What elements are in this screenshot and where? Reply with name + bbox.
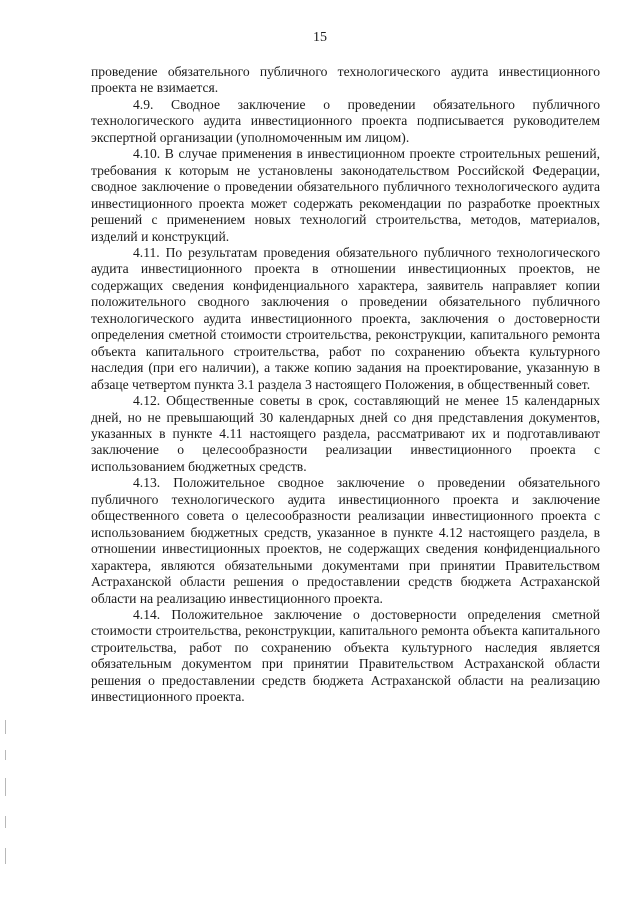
paragraph-4-10: 4.10. В случае применения в инвестиционном проекте строительных решений, требования к которым не установлены законодательством Российской Федерации, сводное заключение о проведении обязательного публичного технологического аудита инвестиционного проекта может содержать рекомендации по разработке проектных решений с применением новых технологий строительства, методов, материалов, изделий и конструкций. bbox=[91, 146, 600, 244]
page-number: 15 bbox=[313, 30, 327, 45]
paragraph-continuation: проведение обязательного публичного технологического аудита инвестиционного проекта не взимается. bbox=[91, 64, 600, 96]
paragraph-4-13: 4.13. Положительное сводное заключение о проведении обязательного публичного технологического аудита инвестиционного проекта и заключение общественного совета о целесообразности реализации инвестиционного проекта с использованием бюджетных средств, указанное в пункте 4.12 настоящего раздела, в отношении инвестиционных проектов, не содержащих сведения конфиденциального характера, являются обязательными документами при принятии Правительством Астраханской области решения о предоставлении средств бюджета Астраханской области на реализацию инвестиционного проекта. bbox=[91, 475, 600, 606]
paragraph-4-12: 4.12. Общественные советы в срок, составляющий не менее 15 календарных дней, но не превышающий 30 календарных дней со дня представления документов, указанных в пункте 4.11 настоящего раздела, рассматривают их и подготавливают заключение о целесообразности реализации инвестиционного проекта с использованием бюджетных средств. bbox=[91, 393, 600, 474]
scan-margin-marks bbox=[5, 720, 7, 870]
paragraph-4-14: 4.14. Положительное заключение о достоверности определения сметной стоимости строительства, реконструкции, капитального ремонта объекта капитального строительства, работ по сохранению объекта культурного наследия является обязательным документом при принятии Правительством Астраханской области решения о предоставлении средств бюджета Астраханской области на реализацию инвестиционного проекта. bbox=[91, 606, 600, 705]
document-body bbox=[91, 64, 600, 706]
paragraph-4-11: 4.11. По результатам проведения обязательного публичного технологического аудита инвестиционного проекта в отношении инвестиционных проектов, не содержащих сведения конфиденциального характера, заявитель направляет копии положительного сводного заключения о проведении обязательного публичного технологического аудита инвестиционного проекта, заключения о достоверности определения сметной стоимости строительства, реконструкции, капитального ремонта объекта капитального строительства, работ по сохранению объекта культурного наследия (при его наличии), а также копию задания на проектирование, указанную в абзаце четвертом пункта 3.1 раздела 3 настоящего Положения, в общественный совет. bbox=[91, 244, 600, 392]
paragraph-4-9: 4.9. Сводное заключение о проведении обязательного публичного технологического аудита инвестиционного проекта подписывается руководителем экспертной организации (уполномоченным им лицом). bbox=[91, 96, 600, 145]
